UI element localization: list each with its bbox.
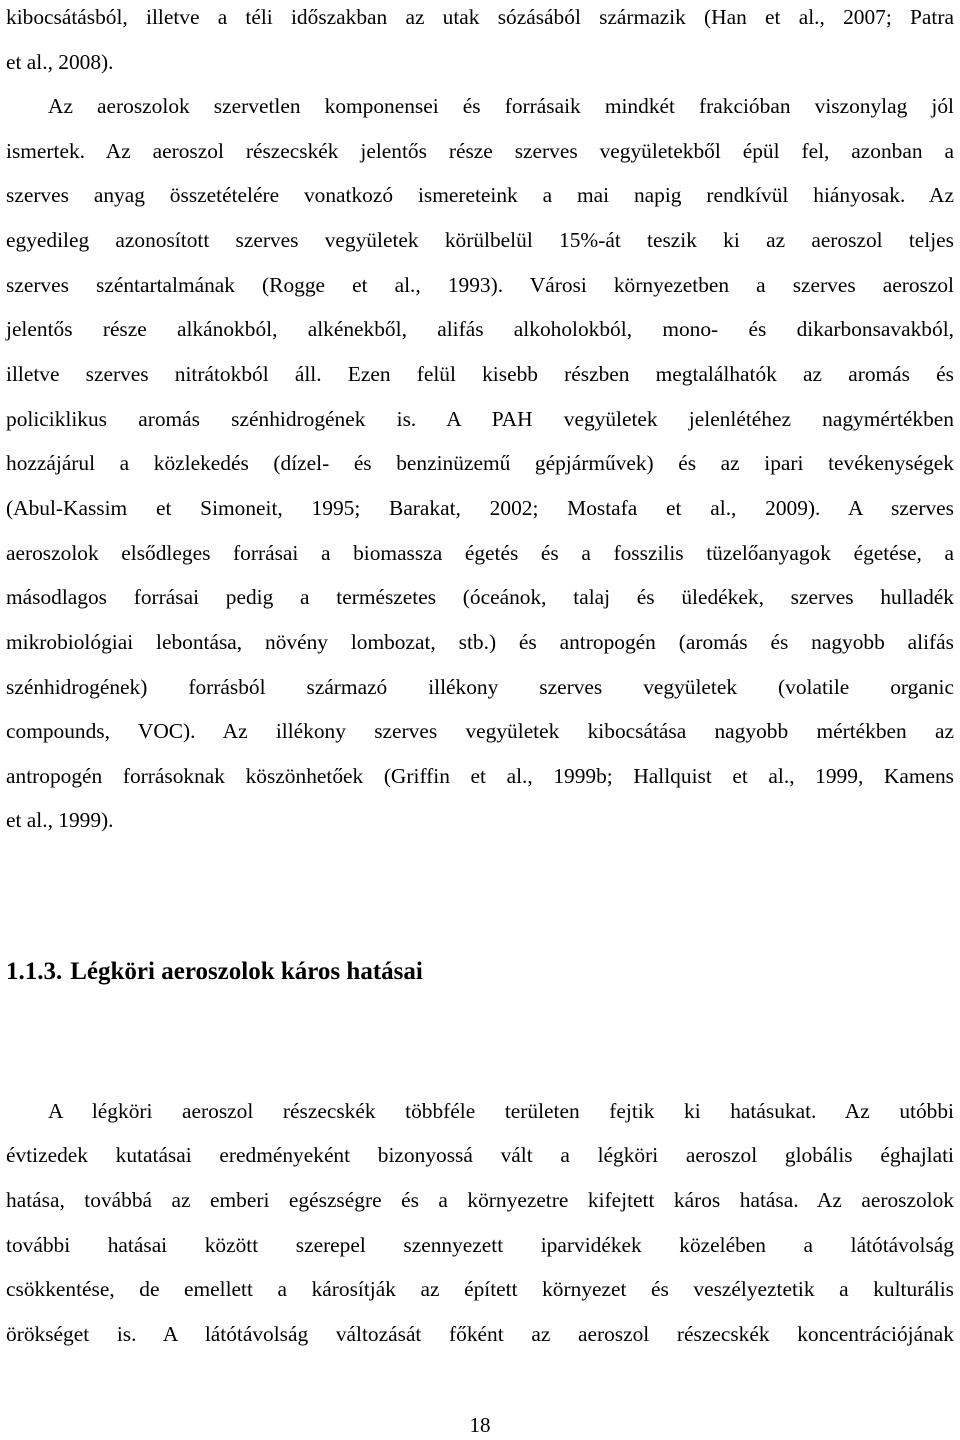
paragraph-3-line-6: örökséget is. A látótávolság változását főként az aeroszol részecskék koncentrációjának: [6, 1322, 954, 1346]
paragraph-2-line-12: másodlagos forrásai pedig a természetes (óceánok, talaj és üledékek, szerves hulladék: [6, 585, 954, 609]
paragraph-2-line-13: mikrobiológiai lebontása, növény lombozat, stb.) és antropogén (aromás és nagyobb alifás: [6, 630, 954, 654]
paragraph-3-line-4: további hatásai között szerepel szennyezett iparvidékek közelében a látótávolság: [6, 1233, 954, 1257]
paragraph-3-line-1: A légköri aeroszol részecskék többféle területen fejtik ki hatásukat. Az utóbbi: [48, 1099, 954, 1123]
section-number: 1.1.3.: [6, 958, 63, 985]
paragraph-2-line-2: ismertek. Az aeroszol részecskék jelentős része szerves vegyületekből épül fel, azonban a: [6, 139, 954, 163]
paragraph-2-line-7: illetve szerves nitrátokból áll. Ezen felül kisebb részben megtalálhatók az aromás és: [6, 362, 954, 386]
paragraph-1-line-1: kibocsátásból, illetve a téli időszakban az utak sózásából származik (Han et al., 2007; Patra: [6, 5, 954, 29]
section-title: Légköri aeroszolok káros hatásai: [70, 958, 423, 985]
paragraph-3-line-3: hatása, továbbá az emberi egészségre és a környezetre kifejtett káros hatása. Az aeroszolok: [6, 1188, 954, 1212]
paragraph-2-line-14: szénhidrogének) forrásból származó illékony szerves vegyületek (volatile organic: [6, 675, 954, 699]
paragraph-2-line-15: compounds, VOC). Az illékony szerves vegyületek kibocsátása nagyobb mértékben az: [6, 719, 954, 743]
paragraph-2-line-10: (Abul-Kassim et Simoneit, 1995; Barakat, 2002; Mostafa et al., 2009). A szerves: [6, 496, 954, 520]
paragraph-2-line-5: szerves széntartalmának (Rogge et al., 1993). Városi környezetben a szerves aeroszol: [6, 273, 954, 297]
paragraph-2-line-17: et al., 1999).: [6, 808, 114, 832]
paragraph-2-line-4: egyedileg azonosított szerves vegyületek körülbelül 15%-át teszik ki az aeroszol teljes: [6, 228, 954, 252]
paragraph-3-line-2: évtizedek kutatásai eredményeként bizonyossá vált a légköri aeroszol globális éghajlati: [6, 1143, 954, 1167]
paragraph-3-line-5: csökkentése, de emellett a károsítják az épített környezet és veszélyeztetik a kulturális: [6, 1277, 954, 1301]
paragraph-2-line-9: hozzájárul a közlekedés (dízel- és benzinüzemű gépjárművek) és az ipari tevékenységek: [6, 451, 954, 475]
paragraph-2-line-11: aeroszolok elsődleges forrásai a biomassza égetés és a fosszilis tüzelőanyagok égetése, a: [6, 541, 954, 565]
paragraph-2-line-6: jelentős része alkánokból, alkénekből, alifás alkoholokból, mono- és dikarbonsavakból,: [6, 317, 954, 341]
page-number: 18: [469, 1413, 491, 1437]
paragraph-2-line-3: szerves anyag összetételére vonatkozó ismereteink a mai napig rendkívül hiányosak. Az: [6, 183, 954, 207]
paragraph-2-line-1: Az aeroszolok szervetlen komponensei és forrásaik mindkét frakcióban viszonylag jól: [48, 94, 954, 118]
paragraph-1-line-2: et al., 2008).: [6, 50, 114, 74]
paragraph-2-line-16: antropogén forrásoknak köszönhetőek (Griffin et al., 1999b; Hallquist et al., 1999, Kamens: [6, 764, 954, 788]
section-heading: [6, 956, 423, 988]
paragraph-2-line-8: policiklikus aromás szénhidrogének is. A PAH vegyületek jelenlétéhez nagymértékben: [6, 407, 954, 431]
